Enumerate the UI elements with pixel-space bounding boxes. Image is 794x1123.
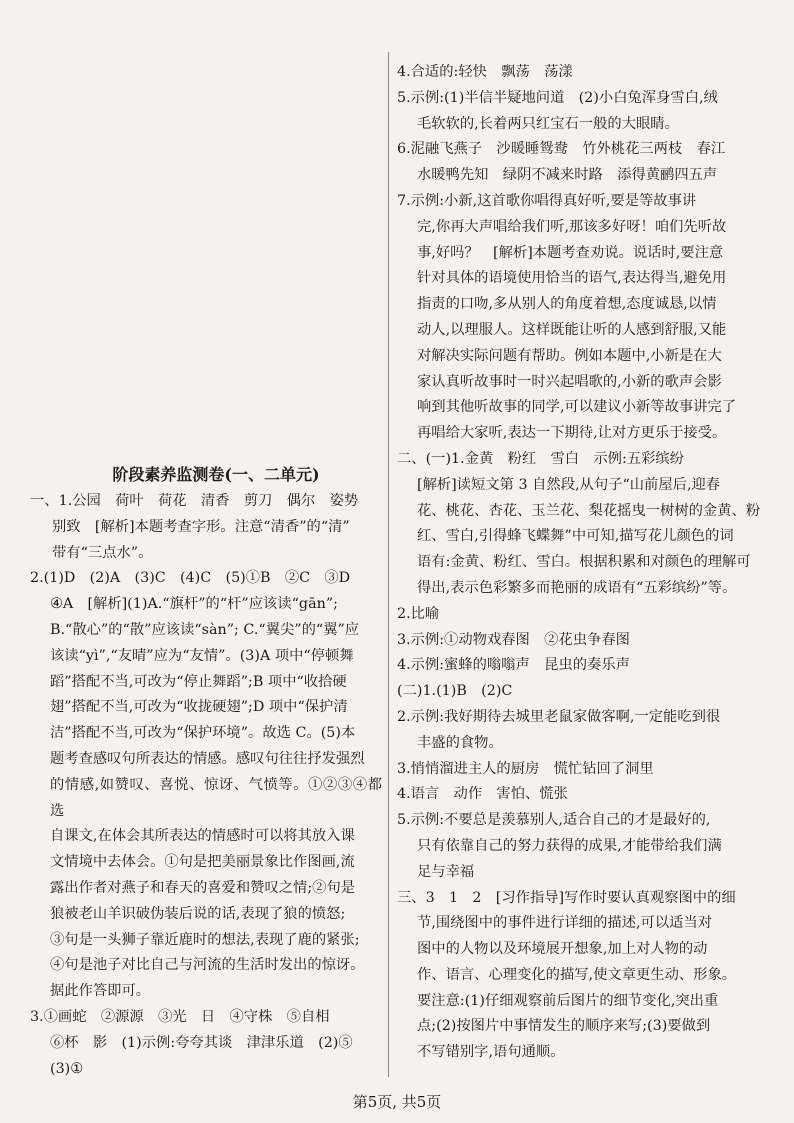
answer-line: 一、1.公园 荷叶 荷花 清香 剪刀 偶尔 姿势 [30, 493, 359, 509]
answer-line: 文情境中去体会。①句是把美丽景象比作图画,流 [50, 854, 355, 871]
answer-line: 洁”搭配不当,可改为“保护环境”。故选 C。(5)本 [50, 725, 356, 742]
left-column [30, 463, 382, 1082]
answer-line: 狼被老山羊识破伪装后说的话,表现了狼的愤怒; [50, 905, 346, 922]
answer-line: 三、3 1 2 [习作指导]写作时要认真观察图中的细 [397, 889, 736, 906]
answer-line: ⑥杯 影 (1)示例:夸夸其谈 津津乐道 (2)⑤ [50, 1034, 353, 1051]
answer-line: 题考查感叹句所表达的情感。感叹句往往抒发强烈 [50, 750, 365, 767]
answer-line: 要注意:(1)仔细观察前后图片的细节变化,突出重 [417, 992, 719, 1009]
answer-line: 不写错别字,语句通顺。 [417, 1044, 565, 1061]
answer-line: 4.语言 动作 害怕、慌张 [397, 786, 568, 803]
section-title: 阶段素养监测卷(一、二单元) [112, 465, 320, 484]
answer-line: 家认真听故事时一时兴起唱歌的,小新的歌声会影 [417, 373, 722, 390]
answer-line: (3)① [50, 1060, 84, 1077]
answer-line: B.“散心”的“散”应该读“sàn”; C.“翼尖”的“翼”应 [50, 621, 360, 638]
answer-line: 语有:金黄、粉红、雪白。根据积累和对颜色的理解可 [417, 554, 751, 571]
answer-line: 6.泥融飞燕子 沙暖睡鸳鸯 竹外桃花三两枝 春江 [397, 141, 726, 158]
answer-line: ④A [解析](1)A.“旗杆”的“杆”应该读“gān”; [50, 596, 338, 613]
answer-line: 4.示例:蜜蜂的嗡嗡声 昆虫的奏乐声 [397, 657, 630, 674]
answer-line: 图中的人物以及环境展开想象,加上对人物的动 [417, 941, 708, 958]
answer-line: 只有依靠自己的努力获得的成果,才能带给我们满 [417, 837, 722, 854]
answer-line: 事,好吗？ [解析]本题考查劝说。说话时,要注意 [417, 244, 724, 261]
answer-line: 别致 [解析]本题考查字形。注意“清香”的“清” [52, 518, 350, 535]
answer-line: 足与幸福 [417, 863, 475, 880]
answer-line: 7.示例:小新,这首歌你唱得真好听,要是等故事讲 [397, 192, 697, 209]
answer-line: (二)1.(1)B (2)C [397, 683, 513, 700]
answer-line: 的情感,如赞叹、喜悦、惊讶、气愤等。①②③④都选 [50, 776, 382, 819]
answer-line: 带有“三点水”。 [52, 544, 153, 561]
answer-line: 二、(一)1.金黄 粉红 雪白 示例:五彩缤纷 [397, 450, 684, 467]
answer-line: 5.示例:不要总是羡慕别人,适合自己的才是最好的, [397, 812, 711, 829]
answer-line: 据此作答即可。 [50, 983, 151, 1000]
answer-line: 4.合适的:轻快 飘荡 荡漾 [397, 64, 573, 80]
answer-line: 翅”搭配不当,可改为“收拢硬翅”;D 项中“保护清 [50, 699, 348, 716]
answer-line: 红、雪白,引得蜂飞蝶舞”中可知,描写花儿颜色的词 [417, 528, 734, 545]
answer-line: 再唱给大家听,表达一下期待,让对方更乐于接受。 [417, 425, 727, 442]
answer-line: 自课文,在体会其所表达的情感时可以将其放入课 [50, 828, 355, 845]
right-column [397, 60, 777, 1066]
answer-line: 毛软软的,长着两只红宝石一般的大眼睛。 [417, 115, 679, 132]
answer-line: 指责的口吻,多从别人的角度着想,态度诚恳,以情 [417, 296, 717, 313]
answer-line: 花、桃花、杏花、玉兰花、梨花摇曳一树树的金黄、粉 [417, 502, 761, 519]
answer-line: 2.比喻 [397, 605, 440, 622]
answer-line: 3.悄悄溜进主人的厨房 慌忙钻回了洞里 [397, 760, 654, 777]
answer-line: ④句是池子对比自己与河流的生活时发出的惊讶。 [50, 957, 365, 974]
answer-line: 对解决实际问题有帮助。例如本题中,小新是在大 [417, 347, 722, 364]
answer-line: 露出作者对燕子和春天的喜爱和赞叹之情;②句是 [50, 879, 356, 896]
answer-line: ③句是一头狮子靠近鹿时的想法,表现了鹿的紧张; [50, 931, 360, 948]
answer-line: 作、语言、心理变化的描写,使文章更生动、形象。 [417, 966, 737, 983]
answer-line: 节,围绕图中的事件进行详细的描述,可以适当对 [417, 915, 713, 932]
answer-line: 水暖鸭先知 绿阴不减来时路 添得黄鹂四五声 [417, 167, 718, 184]
answer-line: 响到其他听故事的同学,可以建议小新等故事讲完了 [417, 399, 737, 416]
answer-line: 2.(1)D (2)A (3)C (4)C (5)①B ②C ③D [30, 570, 351, 587]
answer-line: 3.示例:①动物戏春图 ②花虫争春图 [397, 631, 630, 648]
answer-line: 动人,以理服人。这样既能让听的人感到舒服,又能 [417, 321, 727, 338]
answer-line: 点;(2)按图片中事情发生的顺序来写;(3)要做到 [417, 1018, 711, 1035]
page-number: 第5页, 共5页 [352, 1093, 442, 1111]
answer-line: 蹈”搭配不当,可改为“停止舞蹈”;B 项中“收拾硬 [50, 673, 347, 690]
column-divider [388, 52, 389, 1077]
answer-line: 3.①画蛇 ②源源 ③光 日 ④守株 ⑤自相 [30, 1008, 330, 1025]
answer-line: 5.示例:(1)半信半疑地问道 (2)小白兔浑身雪白,绒 [397, 89, 718, 106]
answer-line: 完,你再大声唱给我们听,那该多好呀！咱们先听故 [417, 218, 727, 235]
answer-line: 该读“yì”,“友晴”应为“友情”。(3)A 项中“停顿舞 [50, 647, 354, 664]
answer-line: 得出,表示色彩繁多而艳丽的成语有“五彩缤纷”等。 [417, 579, 737, 596]
answer-line: 2.示例:我好期待去城里老鼠家做客啊,一定能吃到很 [397, 708, 721, 725]
answer-line: [解析]读短文第 3 自然段,从句子“山前屋后,迎春 [417, 476, 721, 493]
answer-line: 丰盛的食物。 [417, 734, 503, 751]
answer-line: 针对具体的语境使用恰当的语气,表达得当,避免用 [417, 270, 727, 287]
